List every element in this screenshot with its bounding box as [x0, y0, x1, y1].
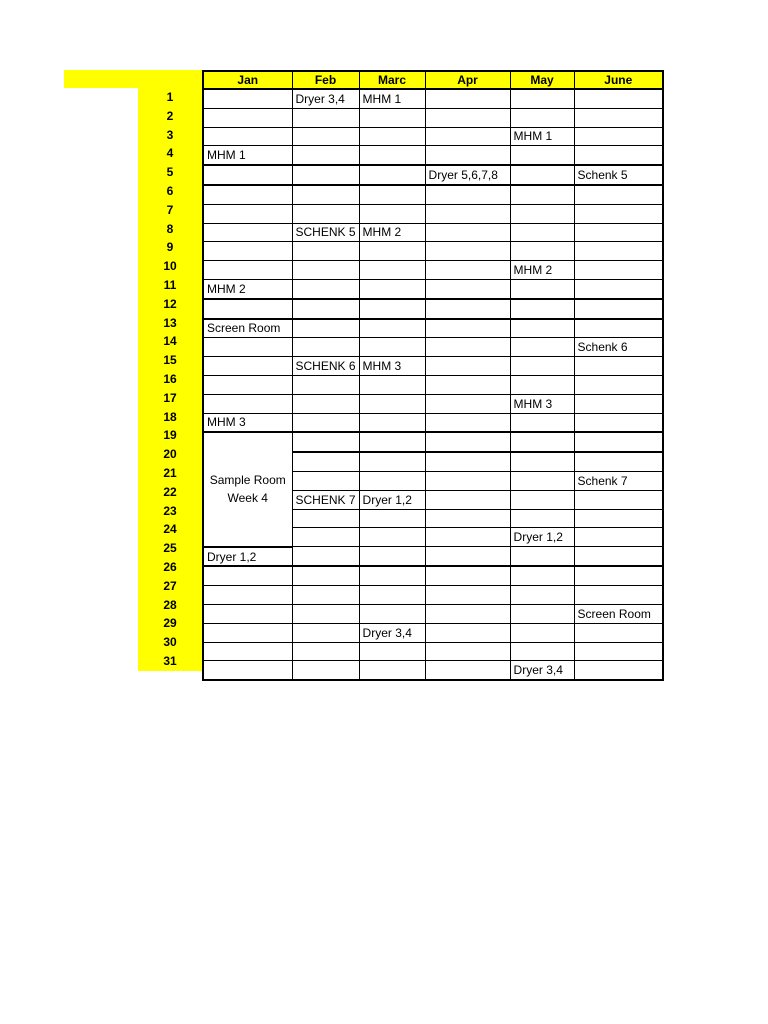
schedule-cell — [359, 452, 425, 471]
schedule-cell — [203, 165, 292, 185]
schedule-cell — [425, 642, 510, 661]
schedule-cell — [574, 108, 663, 127]
schedule-cell — [359, 319, 425, 338]
day-row — [203, 338, 663, 357]
header-highlight-band — [64, 70, 202, 88]
schedule-cell — [510, 89, 574, 108]
schedule-cell — [425, 661, 510, 680]
schedule-cell — [359, 528, 425, 547]
schedule-cell — [510, 432, 574, 452]
schedule-cell — [425, 357, 510, 376]
schedule-cell — [359, 605, 425, 624]
day-row — [203, 319, 663, 338]
day-number: 18 — [163, 409, 177, 424]
schedule-cell — [359, 413, 425, 432]
schedule-cell — [203, 566, 292, 585]
schedule-cell — [574, 642, 663, 661]
schedule-cell — [510, 279, 574, 298]
schedule-cell — [510, 623, 574, 642]
day-number: 11 — [163, 277, 177, 292]
schedule-cell — [292, 528, 359, 547]
schedule-cell: Dryer 3,4 — [510, 661, 574, 680]
schedule-cell — [510, 471, 574, 490]
schedule-cell — [292, 319, 359, 338]
schedule-cell — [510, 165, 574, 185]
schedule-cell: MHM 2 — [359, 223, 425, 242]
schedule-cell — [510, 223, 574, 242]
schedule-cell — [510, 413, 574, 432]
day-number: 12 — [163, 296, 177, 311]
schedule-cell — [425, 471, 510, 490]
schedule-cell — [292, 642, 359, 661]
day-row — [203, 642, 663, 661]
month-header: June — [574, 71, 663, 89]
schedule-cell: Dryer 5,6,7,8 — [425, 165, 510, 185]
schedule-cell: Dryer 1,2 — [510, 528, 574, 547]
schedule-cell — [292, 338, 359, 357]
schedule-cell: Dryer 1,2 — [359, 490, 425, 509]
schedule-cell — [203, 299, 292, 319]
schedule-cell: SCHENK 6 — [292, 357, 359, 376]
day-number: 5 — [166, 165, 174, 180]
schedule-cell — [574, 375, 663, 394]
schedule-cell — [359, 394, 425, 413]
schedule-cell — [359, 547, 425, 567]
month-header: May — [510, 71, 574, 89]
day-number: 7 — [166, 202, 174, 217]
schedule-cell: SCHENK 7 — [292, 490, 359, 509]
day-row — [203, 432, 663, 452]
schedule-cell — [425, 319, 510, 338]
merged-cell-line: Sample Room — [209, 473, 286, 488]
day-number: 10 — [163, 259, 177, 274]
day-row — [203, 242, 663, 261]
schedule-cell — [574, 127, 663, 146]
schedule-cell — [203, 204, 292, 223]
schedule-cell — [510, 605, 574, 624]
schedule-cell — [203, 394, 292, 413]
merged-cell-line: Week 4 — [227, 491, 268, 506]
schedule-cell: Dryer 3,4 — [292, 89, 359, 108]
schedule-body — [203, 89, 663, 680]
schedule-cell — [425, 146, 510, 165]
schedule-cell — [510, 146, 574, 165]
day-row — [203, 261, 663, 280]
schedule-cell: Screen Room — [574, 605, 663, 624]
schedule-cell — [292, 127, 359, 146]
schedule-cell: MHM 3 — [359, 357, 425, 376]
day-row — [203, 204, 663, 223]
schedule-cell — [359, 509, 425, 528]
schedule-cell — [292, 242, 359, 261]
day-row — [203, 223, 663, 242]
schedule-cell: Schenk 7 — [574, 471, 663, 490]
schedule-cell — [292, 185, 359, 204]
schedule-cell — [292, 586, 359, 605]
schedule-cell: MHM 1 — [359, 89, 425, 108]
schedule-cell — [292, 413, 359, 432]
schedule-cell — [425, 452, 510, 471]
schedule-cell — [574, 413, 663, 432]
schedule-cell — [359, 586, 425, 605]
schedule-cell — [203, 242, 292, 261]
day-number: 9 — [166, 240, 174, 255]
schedule-cell — [203, 605, 292, 624]
schedule-cell — [510, 509, 574, 528]
schedule-cell — [203, 375, 292, 394]
day-row — [203, 605, 663, 624]
schedule-cell — [359, 204, 425, 223]
schedule-cell — [425, 432, 510, 452]
schedule-cell — [510, 586, 574, 605]
schedule-cell — [292, 661, 359, 680]
schedule-cell — [425, 204, 510, 223]
schedule-cell — [510, 547, 574, 567]
month-header: Jan — [203, 71, 292, 89]
schedule-cell: Schenk 6 — [574, 338, 663, 357]
schedule-cell — [292, 261, 359, 280]
schedule-cell — [359, 185, 425, 204]
schedule-cell — [574, 242, 663, 261]
schedule-cell — [510, 242, 574, 261]
schedule-cell — [574, 586, 663, 605]
schedule-cell — [203, 661, 292, 680]
day-number: 25 — [163, 541, 177, 556]
day-row — [203, 146, 663, 165]
schedule-cell — [292, 547, 359, 567]
schedule-cell — [574, 89, 663, 108]
day-row — [203, 165, 663, 185]
schedule-cell — [203, 89, 292, 108]
schedule-table — [202, 70, 664, 681]
schedule-cell — [510, 338, 574, 357]
day-number: 17 — [163, 390, 177, 405]
day-number: 8 — [166, 221, 174, 236]
schedule-cell — [510, 357, 574, 376]
schedule-cell — [510, 185, 574, 204]
day-number: 31 — [163, 653, 177, 668]
schedule-cell — [292, 605, 359, 624]
schedule-cell — [425, 375, 510, 394]
day-number: 21 — [163, 465, 177, 480]
schedule-cell: MHM 1 — [203, 146, 292, 165]
schedule-cell — [574, 319, 663, 338]
schedule-cell — [425, 623, 510, 642]
schedule-cell — [510, 375, 574, 394]
day-number: 20 — [163, 447, 177, 462]
schedule-cell — [510, 490, 574, 509]
schedule-cell — [510, 204, 574, 223]
schedule-cell — [574, 261, 663, 280]
schedule-cell — [292, 204, 359, 223]
schedule-cell — [425, 490, 510, 509]
schedule-cell: Dryer 1,2 — [203, 547, 292, 567]
schedule-cell — [425, 299, 510, 319]
schedule-cell — [425, 547, 510, 567]
schedule-cell — [425, 108, 510, 127]
day-row — [203, 108, 663, 127]
day-row — [203, 623, 663, 642]
day-number: 30 — [163, 635, 177, 650]
day-row — [203, 661, 663, 680]
schedule-cell — [359, 127, 425, 146]
schedule-cell — [510, 452, 574, 471]
month-header: Apr — [425, 71, 510, 89]
schedule-cell — [292, 432, 359, 452]
schedule-cell — [292, 279, 359, 298]
schedule-cell — [203, 185, 292, 204]
day-number: 24 — [163, 522, 177, 537]
day-row — [203, 127, 663, 146]
schedule-cell — [425, 261, 510, 280]
merged-schedule-cell — [203, 432, 292, 546]
schedule-cell — [359, 338, 425, 357]
day-row — [203, 299, 663, 319]
day-number: 27 — [163, 578, 177, 593]
day-row — [203, 375, 663, 394]
day-row — [203, 413, 663, 432]
day-number: 28 — [163, 597, 177, 612]
schedule-cell: Screen Room — [203, 319, 292, 338]
day-number: 2 — [166, 108, 174, 123]
schedule-cell: MHM 3 — [203, 413, 292, 432]
schedule-cell — [359, 299, 425, 319]
schedule-cell — [359, 242, 425, 261]
schedule-cell — [425, 279, 510, 298]
day-number: 4 — [166, 146, 174, 161]
month-header-row — [203, 71, 663, 89]
schedule-cell — [292, 165, 359, 185]
schedule-cell — [574, 566, 663, 585]
schedule-cell — [292, 452, 359, 471]
schedule-cell — [425, 413, 510, 432]
schedule-cell: Dryer 3,4 — [359, 623, 425, 642]
schedule-cell — [292, 471, 359, 490]
schedule-cell — [574, 357, 663, 376]
schedule-cell — [510, 642, 574, 661]
day-number: 22 — [163, 484, 177, 499]
schedule-cell — [292, 146, 359, 165]
schedule-cell — [292, 299, 359, 319]
schedule-cell — [510, 319, 574, 338]
schedule-cell — [574, 528, 663, 547]
schedule-cell — [292, 375, 359, 394]
schedule-cell — [574, 509, 663, 528]
schedule-cell — [359, 279, 425, 298]
schedule-cell — [359, 375, 425, 394]
schedule-cell — [425, 528, 510, 547]
day-number: 26 — [163, 559, 177, 574]
schedule-cell — [425, 223, 510, 242]
schedule-cell — [203, 108, 292, 127]
schedule-cell — [425, 338, 510, 357]
day-row — [203, 357, 663, 376]
day-row — [203, 586, 663, 605]
day-row — [203, 89, 663, 108]
schedule-cell — [203, 338, 292, 357]
schedule-cell — [359, 165, 425, 185]
schedule-cell — [359, 261, 425, 280]
day-number: 16 — [163, 371, 177, 386]
schedule-cell: SCHENK 5 — [292, 223, 359, 242]
day-number: 3 — [166, 127, 174, 142]
day-row — [203, 279, 663, 298]
schedule-cell — [359, 432, 425, 452]
schedule-cell — [292, 108, 359, 127]
schedule-cell — [425, 127, 510, 146]
schedule-cell: MHM 2 — [203, 279, 292, 298]
schedule-cell — [574, 394, 663, 413]
schedule-cell — [574, 432, 663, 452]
schedule-cell — [425, 185, 510, 204]
schedule-cell: Schenk 5 — [574, 165, 663, 185]
schedule-cell — [574, 204, 663, 223]
schedule-cell — [359, 661, 425, 680]
schedule-cell: MHM 1 — [510, 127, 574, 146]
schedule-cell — [574, 146, 663, 165]
month-header: Feb — [292, 71, 359, 89]
day-number: 1 — [166, 90, 174, 104]
day-number: 14 — [163, 334, 177, 349]
schedule-cell — [359, 108, 425, 127]
schedule-cell — [359, 642, 425, 661]
month-header: Marc — [359, 71, 425, 89]
schedule-cell — [203, 586, 292, 605]
schedule-cell — [292, 623, 359, 642]
schedule-cell — [510, 108, 574, 127]
day-number: 19 — [163, 428, 177, 443]
schedule-cell — [203, 261, 292, 280]
schedule-cell — [425, 586, 510, 605]
schedule-cell — [574, 279, 663, 298]
day-row — [203, 394, 663, 413]
schedule-cell — [574, 623, 663, 642]
day-number: 13 — [163, 315, 177, 330]
day-row — [203, 566, 663, 585]
schedule-cell — [425, 242, 510, 261]
schedule-cell — [425, 605, 510, 624]
day-number-column — [138, 88, 202, 671]
day-row — [203, 185, 663, 204]
schedule-cell — [203, 127, 292, 146]
day-number: 6 — [166, 183, 174, 198]
schedule-cell — [425, 566, 510, 585]
schedule-cell — [203, 642, 292, 661]
schedule-cell — [574, 661, 663, 680]
day-number: 23 — [163, 503, 177, 518]
schedule-cell — [203, 223, 292, 242]
schedule-cell — [292, 394, 359, 413]
schedule-cell — [574, 547, 663, 567]
day-number: 15 — [163, 353, 177, 368]
schedule-cell — [510, 299, 574, 319]
schedule-cell — [425, 394, 510, 413]
schedule-cell — [425, 509, 510, 528]
schedule-cell: MHM 2 — [510, 261, 574, 280]
schedule-cell — [203, 357, 292, 376]
schedule-cell — [292, 566, 359, 585]
schedule-cell — [574, 490, 663, 509]
schedule-cell — [574, 299, 663, 319]
schedule-cell — [292, 509, 359, 528]
schedule-cell — [359, 566, 425, 585]
schedule-cell — [574, 452, 663, 471]
schedule-cell — [574, 223, 663, 242]
schedule-cell — [425, 89, 510, 108]
schedule-cell — [574, 185, 663, 204]
schedule-cell — [510, 566, 574, 585]
schedule-cell: MHM 3 — [510, 394, 574, 413]
schedule-cell — [203, 623, 292, 642]
day-number: 29 — [163, 616, 177, 631]
day-row — [203, 547, 663, 567]
schedule-cell — [359, 471, 425, 490]
schedule-cell — [359, 146, 425, 165]
